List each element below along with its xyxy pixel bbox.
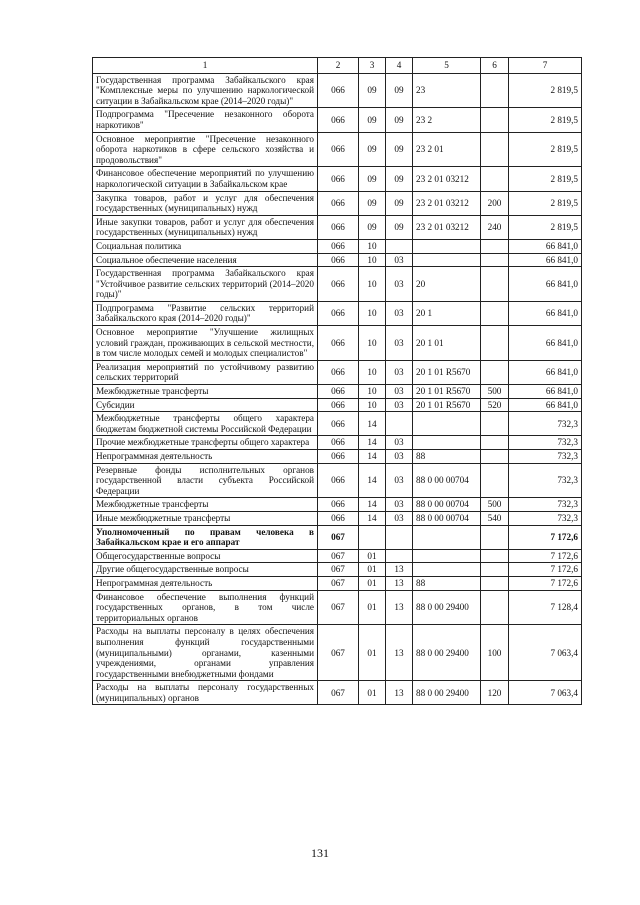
- row-ministry-code-cell: 066: [318, 436, 359, 450]
- row-ministry-code-cell: 066: [318, 412, 359, 436]
- row-subsection-cell: 13: [386, 563, 413, 577]
- row-name-cell: Расходы на выплаты персоналу в целях обеспечения выполнения функций государственными (муниципальными) органами, казенными учреждениями, органами управления государственными внебюджетными фондами: [93, 625, 318, 681]
- table-row: [93, 73, 582, 108]
- row-target-article-cell: 23 2: [413, 108, 481, 132]
- row-ministry-code-cell: 067: [318, 681, 359, 705]
- row-name-cell: Подпрограмма "Пресечение незаконного оборота наркотиков": [93, 108, 318, 132]
- row-subsection-cell: 03: [386, 498, 413, 512]
- row-amount-cell: 66 841,0: [509, 385, 582, 399]
- table-row: [93, 525, 582, 549]
- row-subsection-cell: 03: [386, 301, 413, 325]
- row-ministry-code-cell: 066: [318, 167, 359, 191]
- row-name-cell: Основное мероприятие "Улучшение жилищных условий граждан, проживающих в сельской местности, в том числе молодых семей и молодых специалистов": [93, 326, 318, 361]
- table-row: [93, 326, 582, 361]
- row-target-article-cell: 20 1 01 R5670: [413, 398, 481, 412]
- row-amount-cell: 2 819,5: [509, 132, 582, 167]
- row-section-cell: 01: [359, 576, 386, 590]
- row-expense-type-cell: 100: [481, 625, 509, 681]
- row-section-cell: 10: [359, 385, 386, 399]
- row-subsection-cell: 09: [386, 132, 413, 167]
- row-ministry-code-cell: 066: [318, 385, 359, 399]
- row-section-cell: 14: [359, 511, 386, 525]
- table-row: [93, 239, 582, 253]
- row-ministry-code-cell: 067: [318, 590, 359, 625]
- row-ministry-code-cell: 066: [318, 450, 359, 464]
- table-row: [93, 215, 582, 239]
- row-name-cell: Уполномоченный по правам человека в Забайкальском крае и его аппарат: [93, 525, 318, 549]
- row-name-cell: Основное мероприятие "Пресечение незаконного оборота наркотиков в сфере сельского хозяйства и продовольствия": [93, 132, 318, 167]
- row-expense-type-cell: [481, 576, 509, 590]
- row-amount-cell: 66 841,0: [509, 301, 582, 325]
- row-name-cell: Непрограммная деятельность: [93, 450, 318, 464]
- row-subsection-cell: 09: [386, 215, 413, 239]
- row-section-cell: 01: [359, 549, 386, 563]
- row-amount-cell: 732,3: [509, 498, 582, 512]
- page-number: 131: [311, 846, 329, 860]
- row-target-article-cell: 88: [413, 450, 481, 464]
- row-section-cell: 09: [359, 108, 386, 132]
- row-expense-type-cell: [481, 239, 509, 253]
- row-expense-type-cell: 120: [481, 681, 509, 705]
- row-expense-type-cell: [481, 360, 509, 384]
- row-section-cell: 09: [359, 167, 386, 191]
- table-row: [93, 253, 582, 267]
- header-cell-3: 3: [359, 58, 386, 74]
- table-row: [93, 385, 582, 399]
- row-ministry-code-cell: 066: [318, 215, 359, 239]
- row-section-cell: 01: [359, 563, 386, 577]
- row-section-cell: 09: [359, 132, 386, 167]
- table-body: [93, 58, 582, 705]
- row-section-cell: 01: [359, 681, 386, 705]
- table-row: [93, 108, 582, 132]
- row-name-cell: Субсидии: [93, 398, 318, 412]
- row-ministry-code-cell: 067: [318, 576, 359, 590]
- row-section-cell: 14: [359, 450, 386, 464]
- row-section-cell: 09: [359, 73, 386, 108]
- row-name-cell: Прочие межбюджетные трансферты общего характера: [93, 436, 318, 450]
- row-expense-type-cell: 500: [481, 385, 509, 399]
- header-cell-1: 1: [93, 58, 318, 74]
- row-amount-cell: 732,3: [509, 436, 582, 450]
- table-row: [93, 301, 582, 325]
- row-amount-cell: 7 172,6: [509, 563, 582, 577]
- row-name-cell: Социальная политика: [93, 239, 318, 253]
- header-cell-4: 4: [386, 58, 413, 74]
- row-section-cell: [359, 525, 386, 549]
- row-expense-type-cell: [481, 563, 509, 577]
- row-expense-type-cell: [481, 132, 509, 167]
- row-expense-type-cell: [481, 436, 509, 450]
- row-ministry-code-cell: 066: [318, 239, 359, 253]
- row-amount-cell: 732,3: [509, 412, 582, 436]
- row-ministry-code-cell: 067: [318, 563, 359, 577]
- row-amount-cell: 66 841,0: [509, 326, 582, 361]
- row-amount-cell: 732,3: [509, 511, 582, 525]
- row-section-cell: 10: [359, 301, 386, 325]
- row-amount-cell: 732,3: [509, 463, 582, 498]
- table-row: [93, 549, 582, 563]
- row-ministry-code-cell: 066: [318, 511, 359, 525]
- header-cell-5: 5: [413, 58, 481, 74]
- row-amount-cell: 7 063,4: [509, 625, 582, 681]
- row-name-cell: Государственная программа Забайкальского края "Комплексные меры по улучшению наркологической ситуации в Забайкальском крае (2014–2020 годы)": [93, 73, 318, 108]
- table-header-row: [93, 58, 582, 74]
- row-ministry-code-cell: 066: [318, 398, 359, 412]
- row-subsection-cell: 03: [386, 511, 413, 525]
- table-row: [93, 511, 582, 525]
- table-row: [93, 132, 582, 167]
- budget-table: [92, 57, 582, 705]
- row-name-cell: Иные межбюджетные трансферты: [93, 511, 318, 525]
- row-section-cell: 14: [359, 436, 386, 450]
- row-subsection-cell: 03: [386, 326, 413, 361]
- row-ministry-code-cell: 066: [318, 132, 359, 167]
- table-row: [93, 563, 582, 577]
- row-target-article-cell: 88 0 00 29400: [413, 681, 481, 705]
- row-amount-cell: 66 841,0: [509, 239, 582, 253]
- row-target-article-cell: 20 1: [413, 301, 481, 325]
- row-target-article-cell: 88 0 00 00704: [413, 511, 481, 525]
- row-name-cell: Закупка товаров, работ и услуг для обеспечения государственных (муниципальных) нужд: [93, 191, 318, 215]
- row-target-article-cell: 23 2 01: [413, 132, 481, 167]
- row-expense-type-cell: [481, 301, 509, 325]
- row-ministry-code-cell: 066: [318, 267, 359, 302]
- row-subsection-cell: 03: [386, 360, 413, 384]
- table-row: [93, 450, 582, 464]
- row-name-cell: Иные закупки товаров, работ и услуг для обеспечения государственных (муниципальных) нужд: [93, 215, 318, 239]
- table-row: [93, 412, 582, 436]
- row-expense-type-cell: [481, 549, 509, 563]
- row-subsection-cell: 03: [386, 450, 413, 464]
- row-target-article-cell: 20 1 01 R5670: [413, 385, 481, 399]
- row-subsection-cell: [386, 525, 413, 549]
- row-amount-cell: 66 841,0: [509, 398, 582, 412]
- row-expense-type-cell: 200: [481, 191, 509, 215]
- table-row: [93, 463, 582, 498]
- row-target-article-cell: [413, 525, 481, 549]
- row-target-article-cell: 20: [413, 267, 481, 302]
- row-section-cell: 10: [359, 360, 386, 384]
- row-amount-cell: 2 819,5: [509, 215, 582, 239]
- row-subsection-cell: 09: [386, 191, 413, 215]
- row-expense-type-cell: [481, 463, 509, 498]
- row-expense-type-cell: [481, 108, 509, 132]
- row-ministry-code-cell: 066: [318, 73, 359, 108]
- row-ministry-code-cell: 066: [318, 301, 359, 325]
- row-name-cell: Подпрограмма "Развитие сельских территорий Забайкальского края (2014–2020 годы)": [93, 301, 318, 325]
- row-target-article-cell: [413, 412, 481, 436]
- row-amount-cell: 66 841,0: [509, 267, 582, 302]
- row-expense-type-cell: 540: [481, 511, 509, 525]
- row-expense-type-cell: [481, 590, 509, 625]
- row-subsection-cell: 03: [386, 463, 413, 498]
- table-row: [93, 191, 582, 215]
- row-target-article-cell: [413, 549, 481, 563]
- row-target-article-cell: 88 0 00 29400: [413, 590, 481, 625]
- row-subsection-cell: 03: [386, 253, 413, 267]
- row-amount-cell: 7 172,6: [509, 525, 582, 549]
- row-expense-type-cell: [481, 253, 509, 267]
- row-expense-type-cell: 500: [481, 498, 509, 512]
- header-cell-7: 7: [509, 58, 582, 74]
- row-section-cell: 14: [359, 498, 386, 512]
- row-subsection-cell: [386, 549, 413, 563]
- row-subsection-cell: 09: [386, 73, 413, 108]
- row-ministry-code-cell: 066: [318, 498, 359, 512]
- row-expense-type-cell: 240: [481, 215, 509, 239]
- row-ministry-code-cell: 067: [318, 549, 359, 563]
- row-name-cell: Расходы на выплаты персоналу государственных (муниципальных) органов: [93, 681, 318, 705]
- row-name-cell: Государственная программа Забайкальского края "Устойчивое развитие сельских территорий (2014–2020 годы)": [93, 267, 318, 302]
- row-name-cell: Межбюджетные трансферты: [93, 498, 318, 512]
- row-ministry-code-cell: 066: [318, 108, 359, 132]
- row-section-cell: 10: [359, 253, 386, 267]
- table-row: [93, 498, 582, 512]
- row-name-cell: Непрограммная деятельность: [93, 576, 318, 590]
- row-amount-cell: 7 063,4: [509, 681, 582, 705]
- row-ministry-code-cell: 067: [318, 625, 359, 681]
- row-ministry-code-cell: 066: [318, 191, 359, 215]
- row-target-article-cell: 23: [413, 73, 481, 108]
- row-name-cell: Социальное обеспечение населения: [93, 253, 318, 267]
- table-row: [93, 398, 582, 412]
- table-row: [93, 360, 582, 384]
- row-amount-cell: 66 841,0: [509, 360, 582, 384]
- row-section-cell: 01: [359, 590, 386, 625]
- table-row: [93, 681, 582, 705]
- row-target-article-cell: 88 0 00 00704: [413, 498, 481, 512]
- row-amount-cell: 2 819,5: [509, 108, 582, 132]
- table-row: [93, 267, 582, 302]
- row-target-article-cell: 20 1 01 R5670: [413, 360, 481, 384]
- row-expense-type-cell: [481, 326, 509, 361]
- row-subsection-cell: 13: [386, 625, 413, 681]
- table-row: [93, 436, 582, 450]
- row-subsection-cell: [386, 239, 413, 253]
- row-subsection-cell: 03: [386, 436, 413, 450]
- table-row: [93, 625, 582, 681]
- row-expense-type-cell: [481, 73, 509, 108]
- row-ministry-code-cell: 067: [318, 525, 359, 549]
- row-ministry-code-cell: 066: [318, 360, 359, 384]
- header-cell-6: 6: [481, 58, 509, 74]
- row-target-article-cell: 23 2 01 03212: [413, 191, 481, 215]
- row-target-article-cell: [413, 436, 481, 450]
- row-subsection-cell: 03: [386, 267, 413, 302]
- row-section-cell: 09: [359, 215, 386, 239]
- row-section-cell: 10: [359, 267, 386, 302]
- row-target-article-cell: 23 2 01 03212: [413, 215, 481, 239]
- row-amount-cell: 732,3: [509, 450, 582, 464]
- row-amount-cell: 7 128,4: [509, 590, 582, 625]
- row-subsection-cell: 09: [386, 108, 413, 132]
- row-amount-cell: 2 819,5: [509, 73, 582, 108]
- row-expense-type-cell: [481, 450, 509, 464]
- row-expense-type-cell: [481, 412, 509, 436]
- row-amount-cell: 66 841,0: [509, 253, 582, 267]
- row-target-article-cell: [413, 563, 481, 577]
- row-subsection-cell: 13: [386, 590, 413, 625]
- row-name-cell: Общегосударственные вопросы: [93, 549, 318, 563]
- row-ministry-code-cell: 066: [318, 253, 359, 267]
- row-subsection-cell: 13: [386, 681, 413, 705]
- row-subsection-cell: [386, 412, 413, 436]
- row-subsection-cell: 03: [386, 385, 413, 399]
- row-subsection-cell: 03: [386, 398, 413, 412]
- row-target-article-cell: 88: [413, 576, 481, 590]
- row-name-cell: Финансовое обеспечение выполнения функций государственных органов, в том числе территориальных органов: [93, 590, 318, 625]
- row-name-cell: Резервные фонды исполнительных органов государственной власти субъекта Российской Федерации: [93, 463, 318, 498]
- row-section-cell: 10: [359, 398, 386, 412]
- row-name-cell: Другие общегосударственные вопросы: [93, 563, 318, 577]
- row-section-cell: 10: [359, 239, 386, 253]
- table-row: [93, 576, 582, 590]
- row-amount-cell: 7 172,6: [509, 576, 582, 590]
- row-amount-cell: 2 819,5: [509, 191, 582, 215]
- row-target-article-cell: 88 0 00 00704: [413, 463, 481, 498]
- row-name-cell: Межбюджетные трансферты общего характера бюджетам бюджетной системы Российской Федерации: [93, 412, 318, 436]
- row-section-cell: 09: [359, 191, 386, 215]
- row-ministry-code-cell: 066: [318, 326, 359, 361]
- row-section-cell: 14: [359, 463, 386, 498]
- header-cell-2: 2: [318, 58, 359, 74]
- row-section-cell: 01: [359, 625, 386, 681]
- row-expense-type-cell: 520: [481, 398, 509, 412]
- row-subsection-cell: 13: [386, 576, 413, 590]
- table-row: [93, 590, 582, 625]
- table-row: [93, 167, 582, 191]
- row-amount-cell: 2 819,5: [509, 167, 582, 191]
- row-expense-type-cell: [481, 167, 509, 191]
- row-amount-cell: 7 172,6: [509, 549, 582, 563]
- row-target-article-cell: [413, 253, 481, 267]
- row-name-cell: Реализация мероприятий по устойчивому развитию сельских территорий: [93, 360, 318, 384]
- row-subsection-cell: 09: [386, 167, 413, 191]
- row-section-cell: 10: [359, 326, 386, 361]
- row-target-article-cell: 88 0 00 29400: [413, 625, 481, 681]
- row-expense-type-cell: [481, 525, 509, 549]
- row-target-article-cell: 23 2 01 03212: [413, 167, 481, 191]
- row-section-cell: 14: [359, 412, 386, 436]
- row-target-article-cell: [413, 239, 481, 253]
- row-name-cell: Финансовое обеспечение мероприятий по улучшению наркологической ситуации в Забайкальском крае: [93, 167, 318, 191]
- row-name-cell: Межбюджетные трансферты: [93, 385, 318, 399]
- row-expense-type-cell: [481, 267, 509, 302]
- row-target-article-cell: 20 1 01: [413, 326, 481, 361]
- row-ministry-code-cell: 066: [318, 463, 359, 498]
